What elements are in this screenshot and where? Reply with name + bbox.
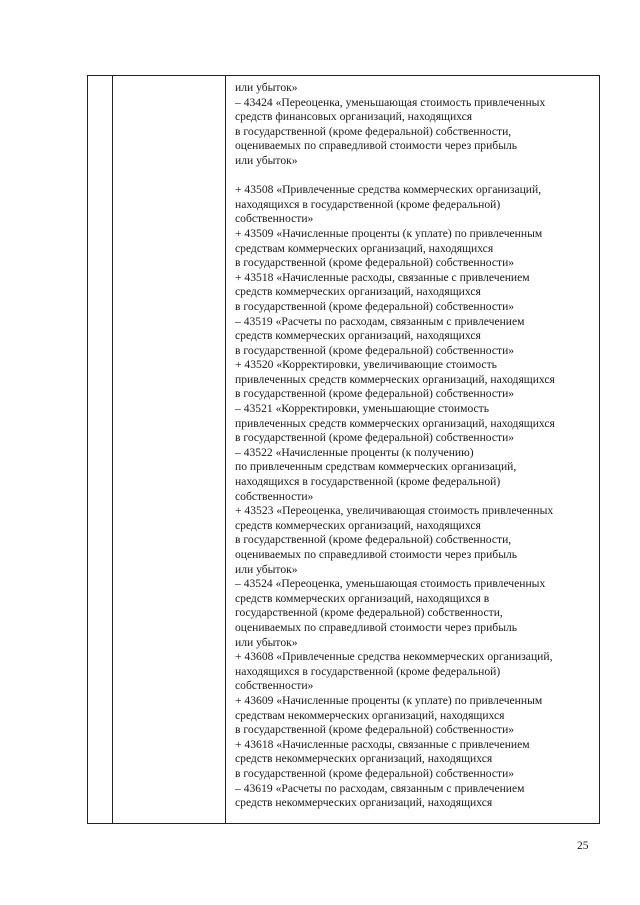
text-line: средств коммерческих организаций, находящихся bbox=[235, 329, 481, 343]
text-line: + 43509 «Начисленные проценты (к уплате) по привлеченным bbox=[235, 226, 543, 240]
paragraph-gap bbox=[235, 169, 597, 184]
text-line: – 43524 «Переоценка, уменьшающая стоимость привлеченных bbox=[235, 577, 546, 591]
text-line: – 43521 «Корректировки, уменьшающие стоимость bbox=[235, 402, 490, 416]
text-line: средств финансовых организаций, находящихся bbox=[235, 110, 473, 124]
text-line: собственности» bbox=[235, 679, 314, 693]
text-line: средств коммерческих организаций, находящихся в bbox=[235, 591, 490, 605]
text-line: + 43608 «Привлеченные средства некоммерческих организаций, bbox=[235, 650, 553, 664]
table-cell-text bbox=[235, 81, 597, 811]
text-line: оцениваемых по справедливой стоимости через прибыль bbox=[235, 548, 518, 561]
text-line: средств некоммерческих организаций, находящихся bbox=[235, 796, 493, 810]
text-line: – 43522 «Начисленные проценты (к получению) bbox=[235, 445, 474, 459]
text-line: средств некоммерческих организаций, находящихся bbox=[235, 752, 493, 766]
text-line: + 43520 «Корректировки, увеличивающие стоимость bbox=[235, 358, 497, 372]
text-line: в государственной (кроме федеральной) собственности» bbox=[235, 723, 515, 737]
text-line: + 43508 «Привлеченные средства коммерческих организаций, bbox=[235, 183, 542, 197]
text-line: собственности» bbox=[235, 489, 314, 503]
text-line: собственности» bbox=[235, 212, 314, 226]
text-line: государственной (кроме федеральной) собственности, bbox=[235, 606, 503, 620]
text-line: + 43618 «Начисленные расходы, связанные с привлечением bbox=[235, 737, 530, 751]
text-line: по привлеченным средствам коммерческих организаций, bbox=[235, 460, 517, 474]
text-line: или убыток» bbox=[235, 635, 298, 649]
text-line: находящихся в государственной (кроме федеральной) bbox=[235, 197, 501, 211]
text-line: средств коммерческих организаций, находящихся bbox=[235, 518, 481, 532]
text-line: в государственной (кроме федеральной) собственности» bbox=[235, 299, 515, 313]
page-number: 25 bbox=[577, 840, 589, 852]
text-line: – 43619 «Расчеты по расходам, связанным с привлечением bbox=[235, 781, 525, 795]
text-line: – 43519 «Расчеты по расходам, связанным с привлечением bbox=[235, 314, 525, 328]
text-line: в государственной (кроме федеральной) собственности» bbox=[235, 766, 515, 780]
text-line: + 43518 «Начисленные расходы, связанные с привлечением bbox=[235, 270, 530, 284]
text-line: привлеченных средств коммерческих организаций, находящихся bbox=[235, 372, 555, 386]
text-line: – 43424 «Переоценка, уменьшающая стоимость привлеченных bbox=[235, 95, 546, 109]
text-line: оцениваемых по справедливой стоимости через прибыль bbox=[235, 620, 518, 634]
table bbox=[87, 75, 600, 824]
text-line: в государственной (кроме федеральной) собственности, bbox=[235, 124, 512, 138]
text-line: в государственной (кроме федеральной) собственности» bbox=[235, 431, 515, 445]
column-divider bbox=[225, 76, 226, 823]
text-line: оцениваемых по справедливой стоимости через прибыль bbox=[235, 139, 518, 153]
text-line: находящихся в государственной (кроме федеральной) bbox=[235, 664, 501, 678]
text-line: в государственной (кроме федеральной) собственности» bbox=[235, 387, 515, 401]
text-line: привлеченных средств коммерческих организаций, находящихся bbox=[235, 416, 555, 430]
text-line: в государственной (кроме федеральной) собственности» bbox=[235, 256, 515, 270]
text-line: в государственной (кроме федеральной) собственности, bbox=[235, 533, 512, 547]
text-line: или убыток» bbox=[235, 81, 298, 94]
text-line: в государственной (кроме федеральной) собственности» bbox=[235, 343, 515, 357]
text-line: или убыток» bbox=[235, 153, 298, 167]
text-block-top bbox=[235, 81, 597, 169]
text-line: средствам коммерческих организаций, находящихся bbox=[235, 241, 494, 255]
text-line: + 43609 «Начисленные проценты (к уплате) по привлеченным bbox=[235, 693, 543, 707]
text-line: или убыток» bbox=[235, 562, 298, 576]
text-line: средствам некоммерческих организаций, находящихся bbox=[235, 708, 505, 722]
text-line: средств коммерческих организаций, находящихся bbox=[235, 285, 481, 299]
text-line: + 43523 «Переоценка, увеличивающая стоимость привлеченных bbox=[235, 504, 554, 518]
text-line: находящихся в государственной (кроме федеральной) bbox=[235, 475, 501, 489]
column-divider bbox=[112, 76, 113, 823]
text-block-main bbox=[235, 183, 597, 811]
